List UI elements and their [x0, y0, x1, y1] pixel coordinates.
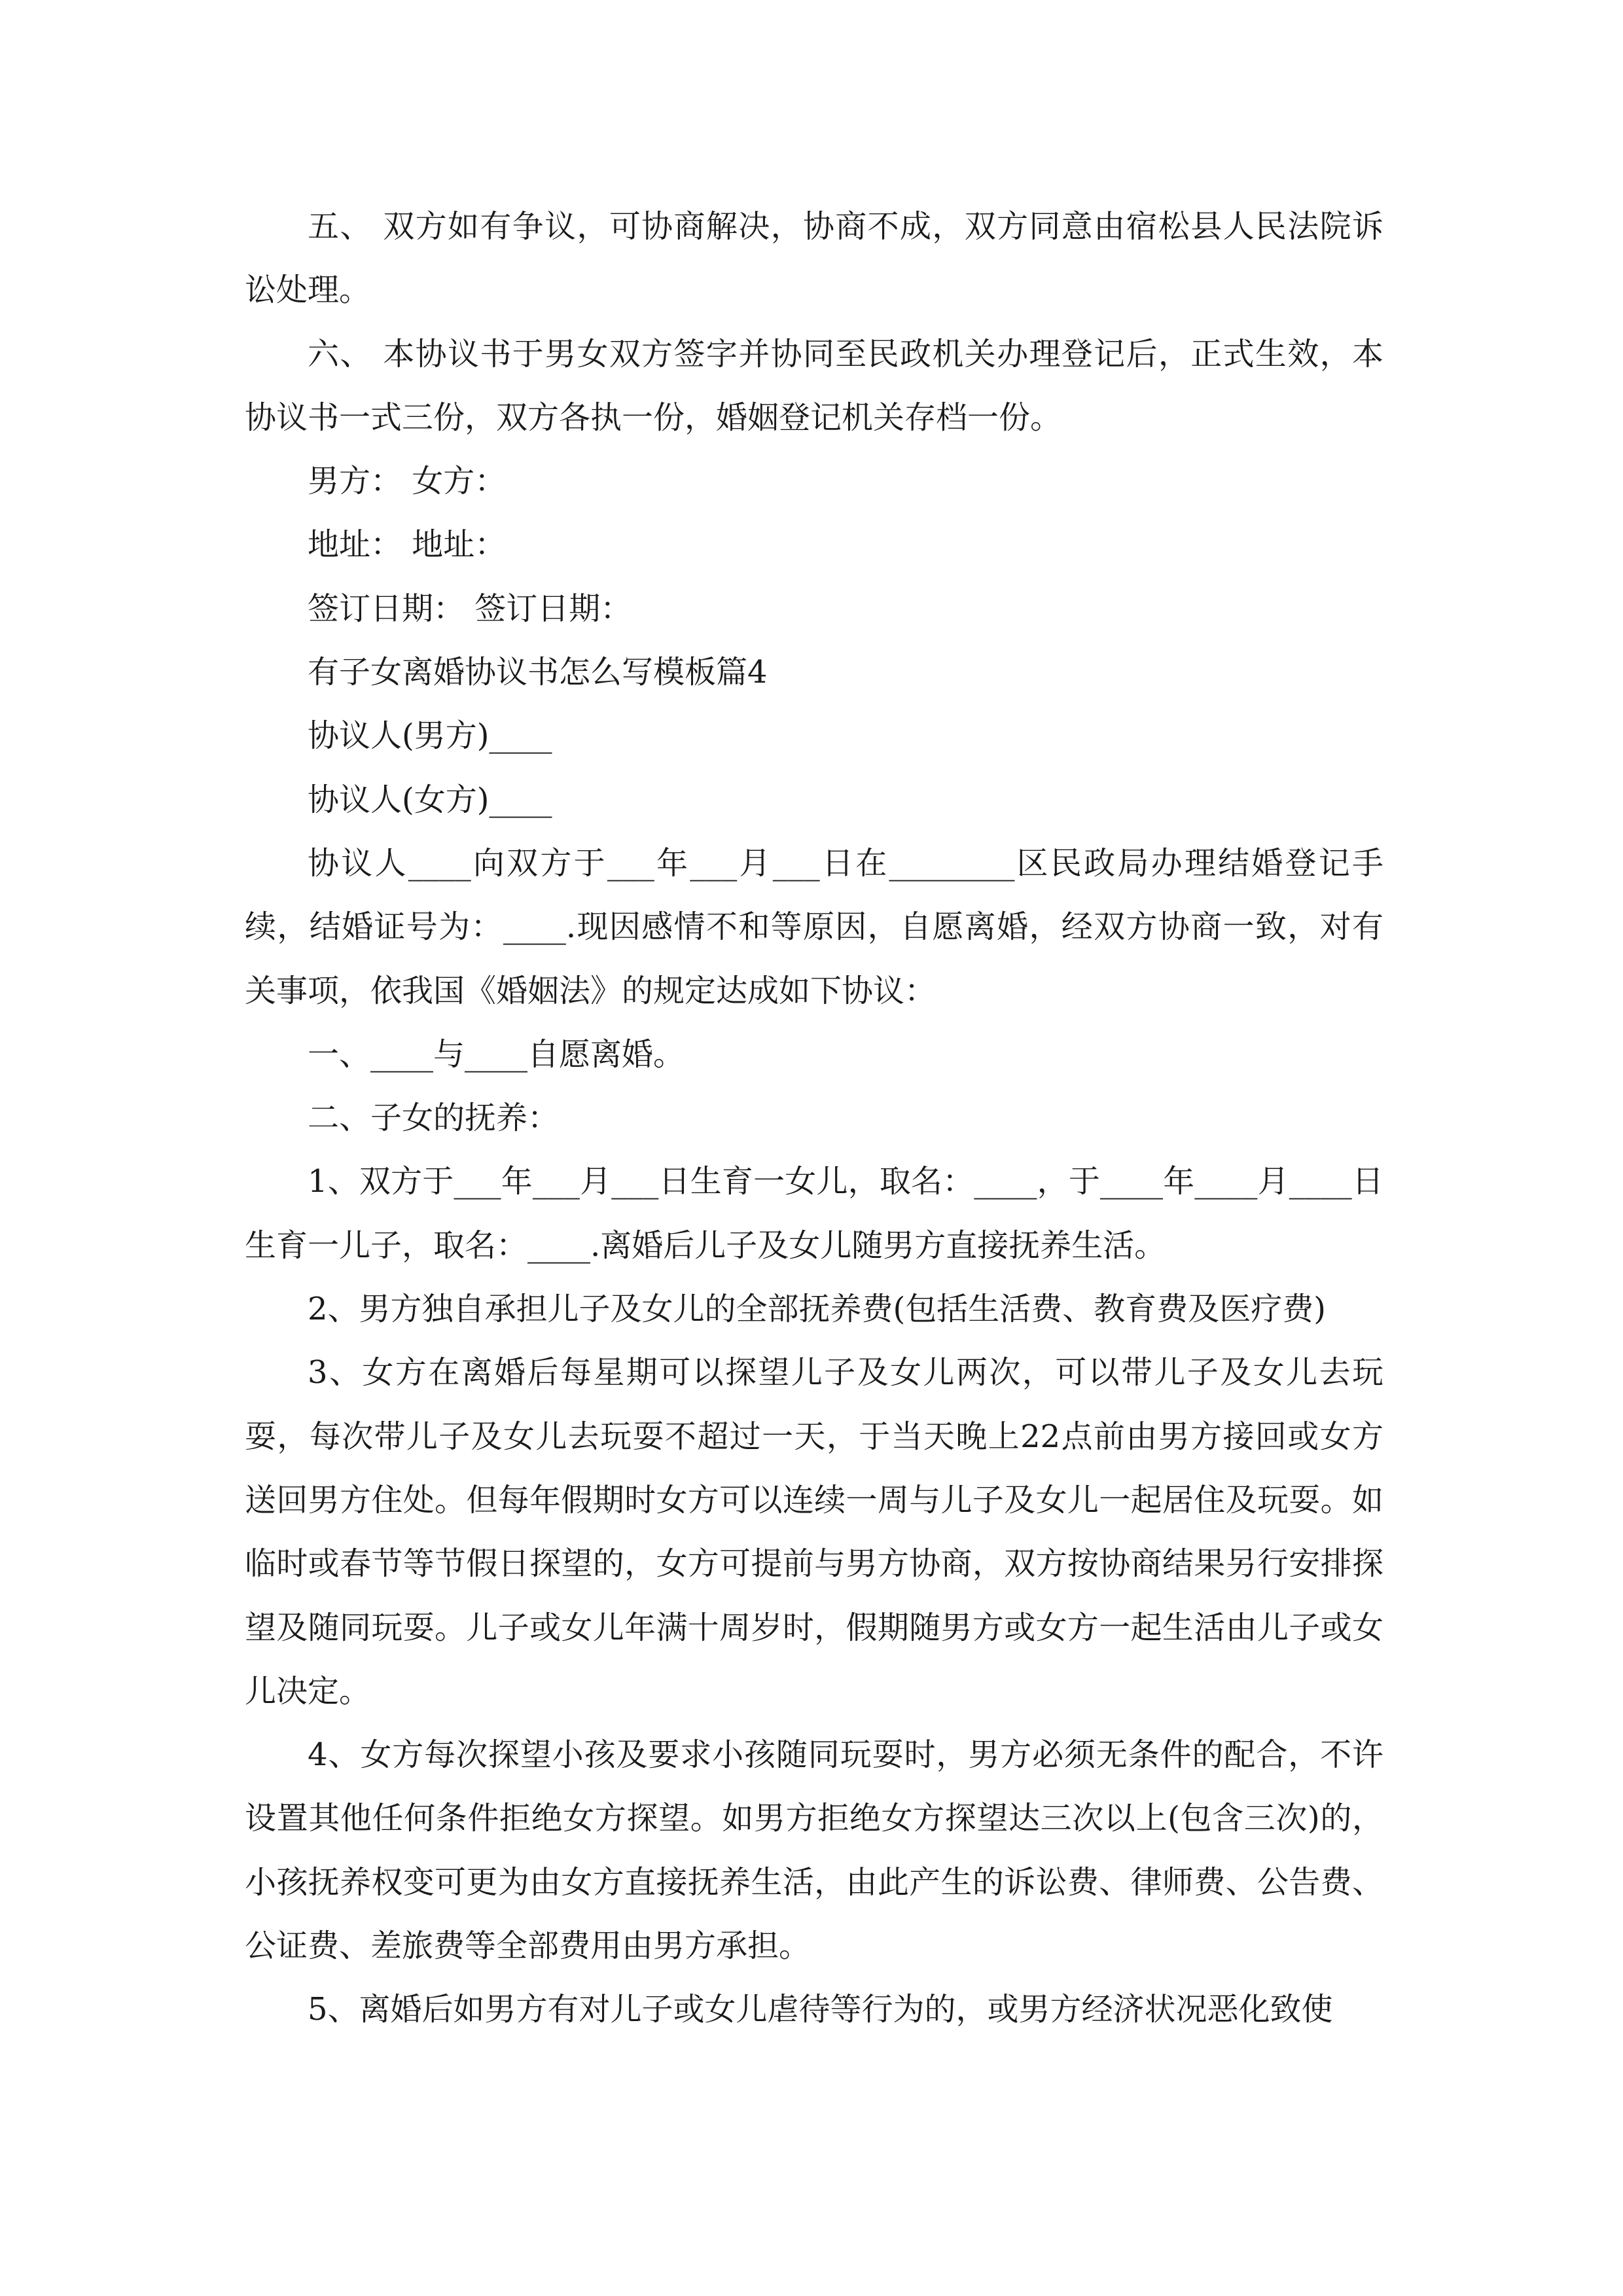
paragraph-clause-6: 六、 本协议书于男女双方签字并协同至民政机关办理登记后，正式生效，本协议书一式三份，双方各执一份，婚姻登记机关存档一份。	[245, 335, 1383, 436]
section-heading: 有子女离婚协议书怎么写模板篇4	[308, 654, 768, 691]
paragraph-custody-4: 4、女方每次探望小孩及要求小孩随同玩耍时，男方必须无条件的配合，不许设置其他任何条件拒绝女方探望。如男方拒绝女方探望达三次以上(包含三次)的，小孩抚养权变可更为由女方直接抚养生活，由此产生的诉讼费、律师费、公告费、公证费、差旅费等全部费用由男方承担。	[245, 1736, 1383, 1965]
paragraph-preamble: 协议人____向双方于___年___月___日在________区民政局办理结婚登记手续，结婚证号为：____.现因感情不和等原因，自愿离婚，经双方协商一致，对有关事项，依我国《婚姻法》的规定达成如下协议：	[245, 844, 1383, 1009]
paragraph-custody-3: 3、女方在离婚后每星期可以探望儿子及女儿两次，可以带儿子及女儿去玩耍，每次带儿子及女儿去玩耍不超过一天，于当天晚上22点前由男方接回或女方送回男方住处。但每年假期时女方可以连续一周与儿子及女儿一起居住及玩耍。如临时或春节等节假日探望的，女方可提前与男方协商，双方按协商结果另行安排探望及随同玩耍。儿子或女儿年满十周岁时，假期随男方或女方一起生活由儿子或女儿决定。	[245, 1354, 1383, 1710]
document-body	[245, 195, 1383, 2042]
paragraph-clause-5: 五、 双方如有争议，可协商解决，协商不成，双方同意由宿松县人民法院诉讼处理。	[245, 208, 1383, 309]
paragraph-custody-2: 2、男方独自承担儿子及女儿的全部抚养费(包括生活费、教育费及医疗费)	[308, 1291, 1326, 1328]
paragraph-custody-1: 1、双方于___年___月___日生育一女儿，取名：____，于____年____月____日生育一儿子，取名：____.离婚后儿子及女儿随男方直接抚养生活。	[245, 1163, 1383, 1264]
party-male-line: 协议人(男方)____	[308, 717, 552, 755]
paragraph-item-1: 一、____与____自愿离婚。	[308, 1035, 685, 1073]
paragraph-item-2-heading: 二、子女的抚养：	[308, 1100, 560, 1137]
paragraph-custody-5: 5、离婚后如男方有对儿子或女儿虐待等行为的，或男方经济状况恶化致使	[308, 1991, 1333, 2028]
party-female-line: 协议人(女方)____	[308, 781, 552, 818]
signature-parties-line: 男方： 女方：	[308, 463, 507, 500]
signature-address-line: 地址： 地址：	[308, 526, 507, 564]
signature-date-line: 签订日期： 签订日期：	[308, 590, 632, 627]
